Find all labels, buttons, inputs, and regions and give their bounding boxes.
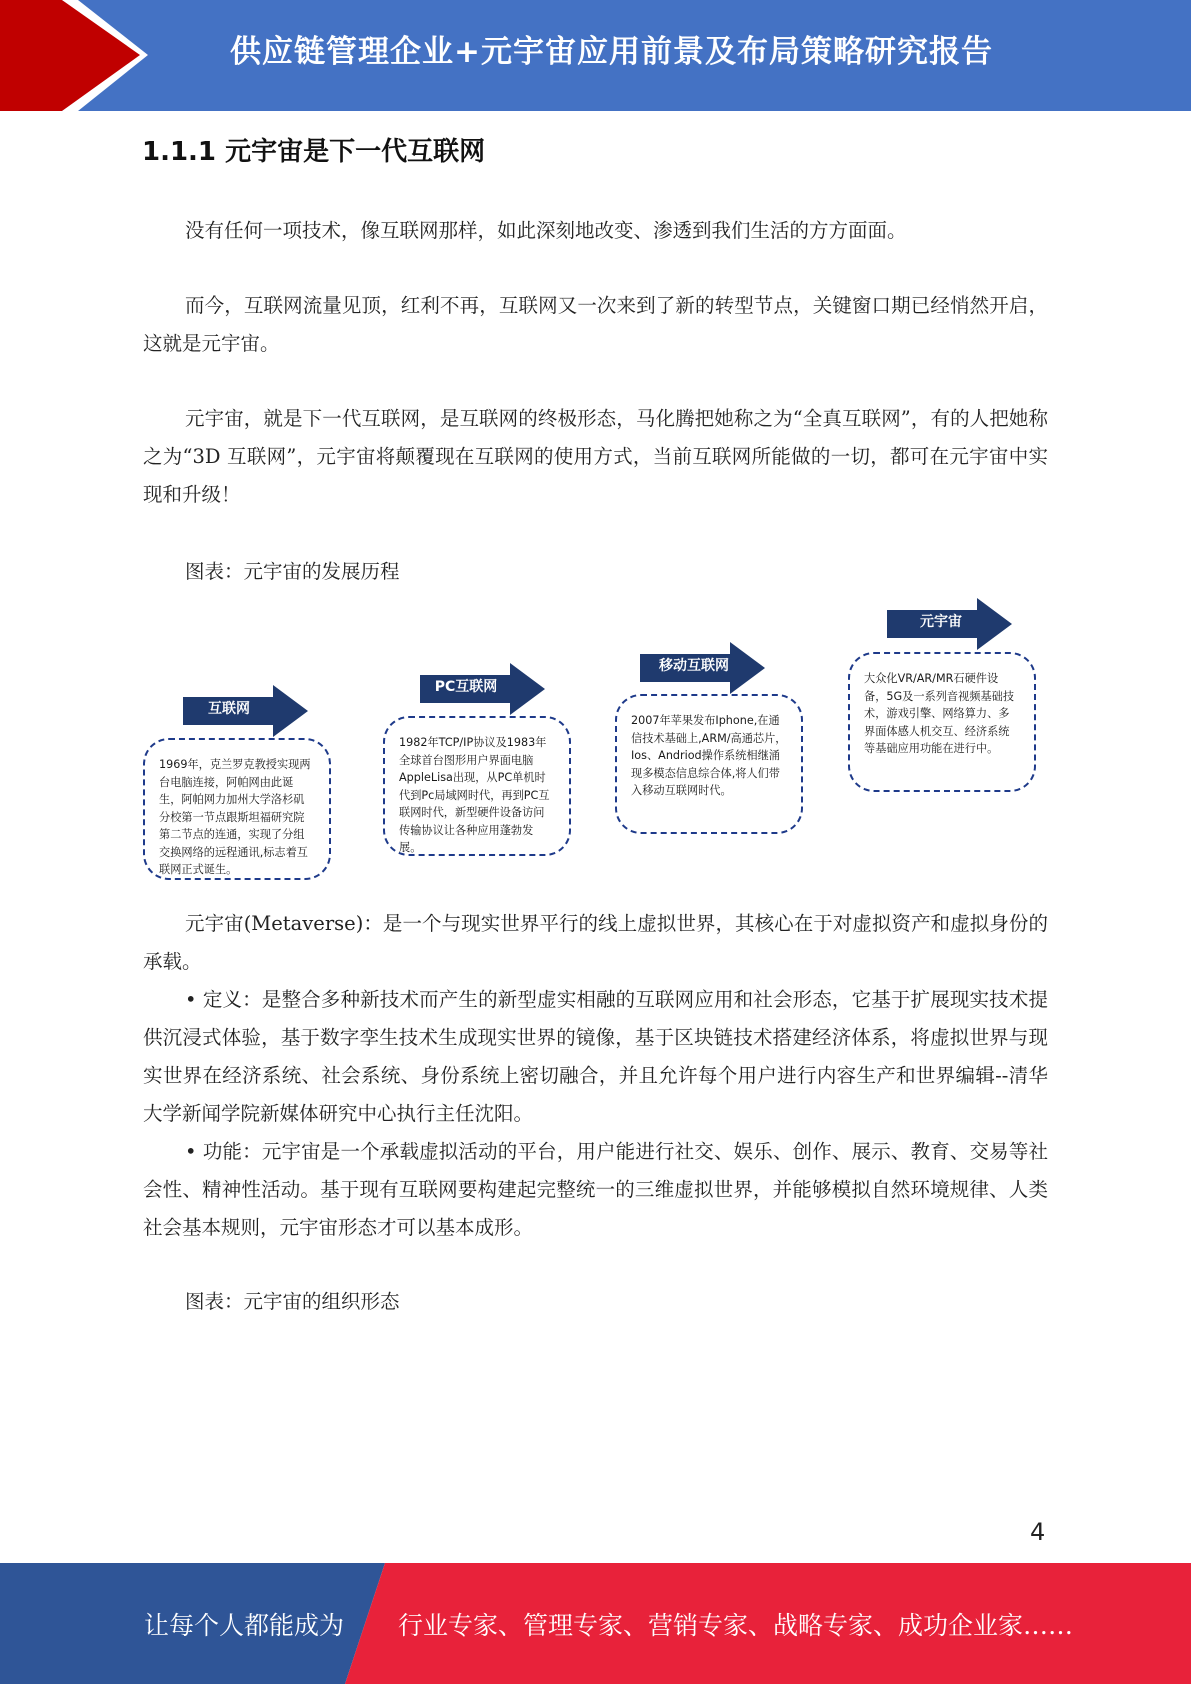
stage-description: 大众化VR/AR/MR石硬件设备，5G及一系列音视频基础技术，游戏引擎、网络算力、多界面体感人机交互、经济系统等基础应用功能在进行中。 <box>848 652 1036 792</box>
footer-slogan-left: 让每个人都能成为 <box>144 1611 345 1640</box>
paragraph-function-bullet: • 功能：元宇宙是一个承载虚拟活动的平台，用户能进行社交、娱乐、创作、展示、教育、交易等社会性、精神性活动。基于现有互联网要构建起完整统一的三维虚拟世界，并能够模拟自然环境规律、人类社会基本规则，元宇宙形态才可以基本成形。 <box>143 1140 1048 1239</box>
paragraph-metaverse-definition: 元宇宙(Metaverse)：是一个与现实世界平行的线上虚拟世界，其核心在于对虚拟资产和虚拟身份的承载。 <box>143 912 1048 973</box>
section-heading: 1.1.1 元宇宙是下一代互联网 <box>142 137 486 167</box>
caption-organization: 图表：元宇宙的组织形态 <box>185 1290 400 1313</box>
stage-description: 1982年TCP/IP协议及1983年全球首台图形用户界面电脑AppleLisa出现，从PC单机时代到Pc局域网时代，再到PC互联网时代，新型硬件设备访问传输协议让各种应用蓬勃发展。 <box>383 716 571 856</box>
stage-label: 互联网 <box>208 701 250 717</box>
paragraph-turning-point: 而今，互联网流量见顶，红利不再，互联网又一次来到了新的转型节点，关键窗口期已经悄然开启，这就是元宇宙。 <box>143 294 1048 355</box>
stage-description: 2007年苹果发布Iphone,在通信技术基础上,ARM/高通芯片，Ios、Andriod操作系统相继涌现多模态信息综合体,将人们带入移动互联网时代。 <box>615 694 803 834</box>
report-title: 供应链管理企业+元宇宙应用前景及布局策略研究报告 <box>230 34 993 70</box>
development-timeline <box>143 590 1048 890</box>
paragraph-intro: 没有任何一项技术，像互联网那样，如此深刻地改变、渗透到我们生活的方方面面。 <box>185 219 907 242</box>
timeline-stage-metaverse <box>143 590 1048 890</box>
paragraph-next-internet: 元宇宙，就是下一代互联网，是互联网的终极形态，马化腾把她称之为“全真互联网”，有的人把她称之为“3D 互联网”，元宇宙将颠覆现在互联网的使用方式，当前互联网所能做的一切，都可在元宇宙中实现和升级！ <box>143 407 1048 506</box>
paragraph-definition-bullet: • 定义：是整合多种新技术而产生的新型虚实相融的互联网应用和社会形态，它基于扩展现实技术提供沉浸式体验，基于数字孪生技术生成现实世界的镜像，基于区块链技术搭建经济体系，将虚拟世界与现实世界在经济系统、社会系统、身份系统上密切融合，并且允许每个用户进行内容生产和世界编辑--清华大学新闻学院新媒体研究中心执行主任沈阳。 <box>143 988 1048 1125</box>
stage-label: 元宇宙 <box>920 614 962 630</box>
page-number: 4 <box>1030 1518 1046 1546</box>
page-header <box>0 0 1191 111</box>
stage-label: PC互联网 <box>434 679 498 695</box>
caption-timeline: 图表：元宇宙的发展历程 <box>185 560 400 583</box>
stage-description: 1969年，克兰罗克教授实现两台电脑连接，阿帕网由此诞生，阿帕网力加州大学洛杉矶分校第一节点跟斯坦福研究院第二节点的连通，实现了分组交换网络的远程通讯,标志着互联网正式诞生。 <box>143 738 331 880</box>
page-footer <box>0 1563 1191 1684</box>
stage-label: 移动互联网 <box>659 658 729 674</box>
footer-slogan-right: 行业专家、管理专家、营销专家、战略专家、成功企业家…… <box>398 1611 1074 1640</box>
